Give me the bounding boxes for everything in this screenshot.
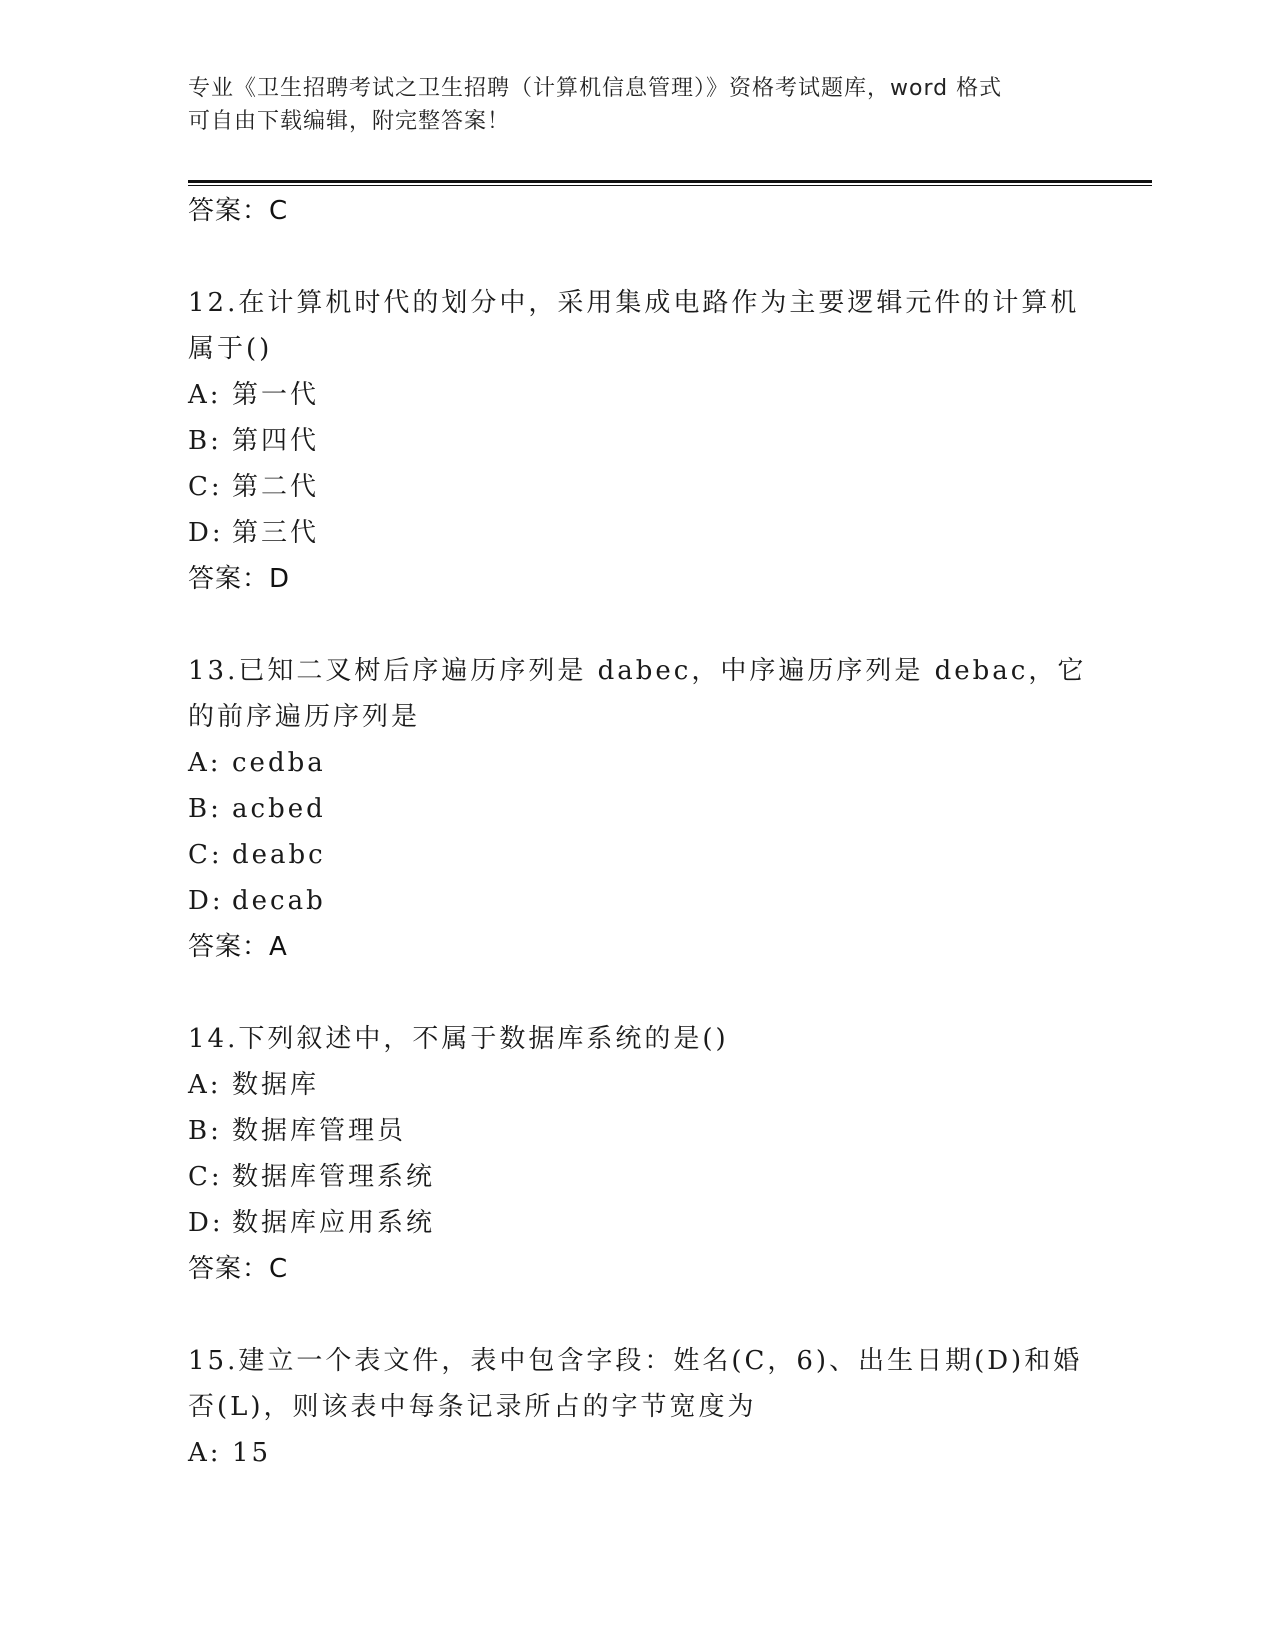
question-text: 14.下列叙述中，不属于数据库系统的是() bbox=[188, 1024, 729, 1054]
option-text: 数据库应用系统 bbox=[232, 1208, 436, 1238]
option-text: cedba bbox=[232, 748, 326, 778]
question-block bbox=[188, 648, 1088, 970]
option-letter: D: bbox=[188, 886, 224, 916]
option-text: 第一代 bbox=[232, 380, 320, 410]
option-a bbox=[188, 372, 1088, 418]
question-text: 15.建立一个表文件，表中包含字段：姓名(C，6)、出生日期(D)和婚否(L)，则该表中每条记录所占的字节宽度为 bbox=[188, 1346, 1083, 1422]
option-a bbox=[188, 1430, 1088, 1476]
option-letter: C: bbox=[188, 472, 223, 502]
option-letter: D: bbox=[188, 1208, 224, 1238]
option-text: 15 bbox=[232, 1438, 272, 1468]
option-d bbox=[188, 510, 1088, 556]
option-c bbox=[188, 832, 1088, 878]
option-letter: C: bbox=[188, 840, 223, 870]
question-text: 13.已知二叉树后序遍历序列是 dabec，中序遍历序列是 debac，它的前序遍历序列是 bbox=[188, 656, 1087, 732]
header-line-1: 专业《卫生招聘考试之卫生招聘（计算机信息管理）》资格考试题库，word 格式 bbox=[188, 76, 1003, 101]
option-text: acbed bbox=[232, 794, 326, 824]
option-letter: B: bbox=[188, 1116, 222, 1146]
answer-line: 答案：D bbox=[188, 564, 291, 594]
spacer bbox=[188, 970, 1088, 1016]
header-divider-thin bbox=[188, 185, 1152, 186]
question-block bbox=[188, 280, 1088, 602]
option-text: 第三代 bbox=[232, 518, 320, 548]
option-text: 数据库管理员 bbox=[232, 1116, 407, 1146]
option-text: 数据库 bbox=[232, 1070, 320, 1100]
answer-line: 答案：C bbox=[188, 1254, 289, 1284]
document-header bbox=[188, 72, 1068, 138]
option-letter: A: bbox=[188, 380, 222, 410]
option-letter: A: bbox=[188, 1438, 222, 1468]
option-b bbox=[188, 418, 1088, 464]
question-text: 12.在计算机时代的划分中，采用集成电路作为主要逻辑元件的计算机属于() bbox=[188, 288, 1080, 364]
option-letter: A: bbox=[188, 748, 222, 778]
option-d bbox=[188, 878, 1088, 924]
option-text: 第四代 bbox=[232, 426, 320, 456]
spacer bbox=[188, 602, 1088, 648]
option-b bbox=[188, 1108, 1088, 1154]
header-divider-thick bbox=[188, 180, 1152, 183]
question-block bbox=[188, 1338, 1088, 1476]
option-text: 第二代 bbox=[232, 472, 320, 502]
question-block bbox=[188, 1016, 1088, 1292]
option-text: decab bbox=[232, 886, 326, 916]
option-a bbox=[188, 740, 1088, 786]
spacer bbox=[188, 1292, 1088, 1338]
option-b bbox=[188, 786, 1088, 832]
option-letter: C: bbox=[188, 1162, 223, 1192]
option-c bbox=[188, 464, 1088, 510]
option-text: 数据库管理系统 bbox=[232, 1162, 436, 1192]
option-text: deabc bbox=[232, 840, 326, 870]
option-c bbox=[188, 1154, 1088, 1200]
option-letter: B: bbox=[188, 426, 222, 456]
header-line-2: 可自由下载编辑，附完整答案！ bbox=[188, 109, 511, 134]
option-letter: B: bbox=[188, 794, 222, 824]
option-letter: D: bbox=[188, 518, 224, 548]
spacer bbox=[188, 234, 1088, 280]
option-d bbox=[188, 1200, 1088, 1246]
option-a bbox=[188, 1062, 1088, 1108]
previous-answer: 答案：C bbox=[188, 196, 289, 226]
answer-line: 答案：A bbox=[188, 932, 288, 962]
document-body bbox=[188, 188, 1088, 1476]
option-letter: A: bbox=[188, 1070, 222, 1100]
